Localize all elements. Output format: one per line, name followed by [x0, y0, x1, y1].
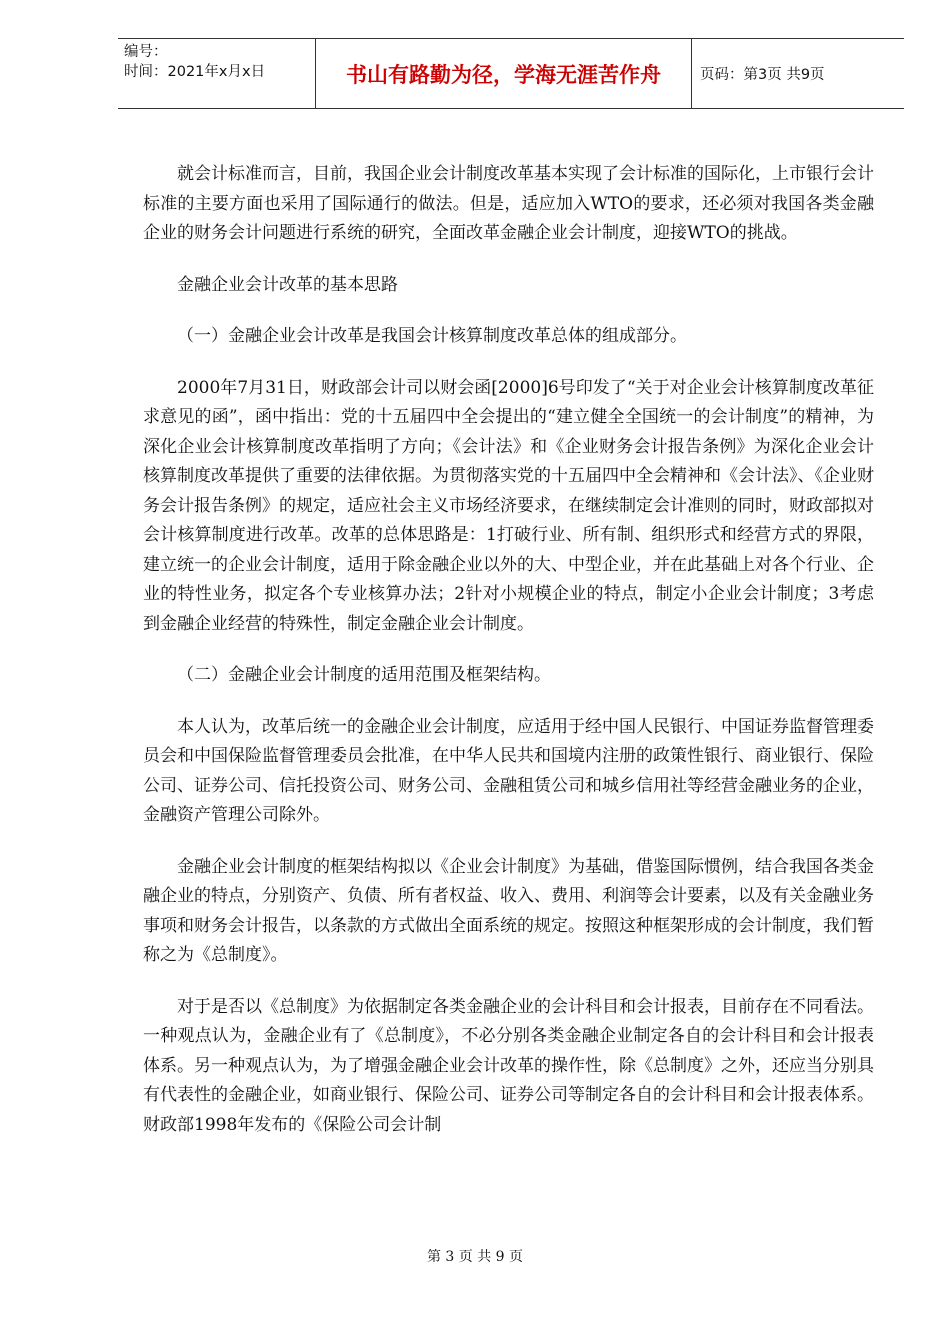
subsection-heading: （二）金融企业会计制度的适用范围及框架结构。	[177, 665, 551, 685]
paragraph: 就会计标准而言，目前，我国企业会计制度改革基本实现了会计标准的国际化，上市银行会计标准的主要方面也采用了国际通行的做法。但是，适应加入WTO的要求，还必须对我国各类金融企业的财务会计问题进行系统的研究，全面改革金融企业会计制度，迎接WTO的挑战。	[143, 164, 874, 243]
subsection-heading: （一）金融企业会计改革是我国会计核算制度改革总体的组成部分。	[177, 326, 687, 346]
header-meta	[118, 39, 316, 108]
paragraph: 对于是否以《总制度》为依据制定各类金融企业的会计科目和会计报表，目前存在不同看法。一种观点认为，金融企业有了《总制度》，不必分别各类金融企业制定各自的会计科目和会计报表体系。另一种观点认为，为了增强金融企业会计改革的操作性，除《总制度》之外，还应当分别具有代表性的金融企业，如商业银行、保险公司、证券公司等制定各自的会计科目和会计报表体系。财政部1998年发布的《保险公司会计制	[143, 996, 874, 1135]
header-motto: 书山有路勤为径，学海无涯苦作舟	[316, 39, 692, 108]
number-label: 编号：	[124, 44, 168, 60]
paragraph: 本人认为，改革后统一的金融企业会计制度，应适用于经中国人民银行、中国证券监督管理委员会和中国保险监督管理委员会批准，在中华人民共和国境内注册的政策性银行、商业银行、保险公司、证券公司、信托投资公司、财务公司、金融租赁公司和城乡信用社等经营金融业务的企业，金融资产管理公司除外。	[143, 716, 874, 825]
paragraph: 金融企业会计制度的框架结构拟以《企业会计制度》为基础，借鉴国际惯例，结合我国各类金融企业的特点，分别资产、负债、所有者权益、收入、费用、利润等会计要素，以及有关金融业务事项和财务会计报告，以条款的方式做出全面系统的规定。按照这种框架形成的会计制度，我们暂称之为《总制度》。	[143, 856, 874, 965]
page-header	[118, 38, 904, 109]
document-body	[143, 160, 874, 1162]
section-heading: 金融企业会计改革的基本思路	[177, 274, 398, 295]
header-page-label: 页码：第3页 共9页	[700, 67, 825, 83]
page-footer: 第 3 页 共 9 页	[426, 1249, 524, 1265]
paragraph: 2000年7月31日，财政部会计司以财会函[2000]6号印发了“关于对企业会计核算制度改革征求意见的函”，函中指出：党的十五届四中全会提出的“建立健全全国统一的会计制度”的精神，为深化企业会计核算制度改革指明了方向；《会计法》和《企业财务会计报告条例》为深化企业会计核算制度改革提供了重要的法律依据。为贯彻落实党的十五届四中全会精神和《会计法》、《企业财务会计报告条例》的规定，适应社会主义市场经济要求，在继续制定会计准则的同时，财政部拟对会计核算制度进行改革。改革的总体思路是：1打破行业、所有制、组织形式和经营方式的界限，建立统一的企业会计制度，适用于除金融企业以外的大、中型企业，并在此基础上对各个行业、企业的特性业务，拟定各个专业核算办法；2针对小规模企业的特点，制定小企业会计制度；3考虑到金融企业经营的特殊性，制定金融企业会计制度。	[143, 377, 874, 634]
time-label: 时间：2021年x月x日	[124, 64, 266, 80]
